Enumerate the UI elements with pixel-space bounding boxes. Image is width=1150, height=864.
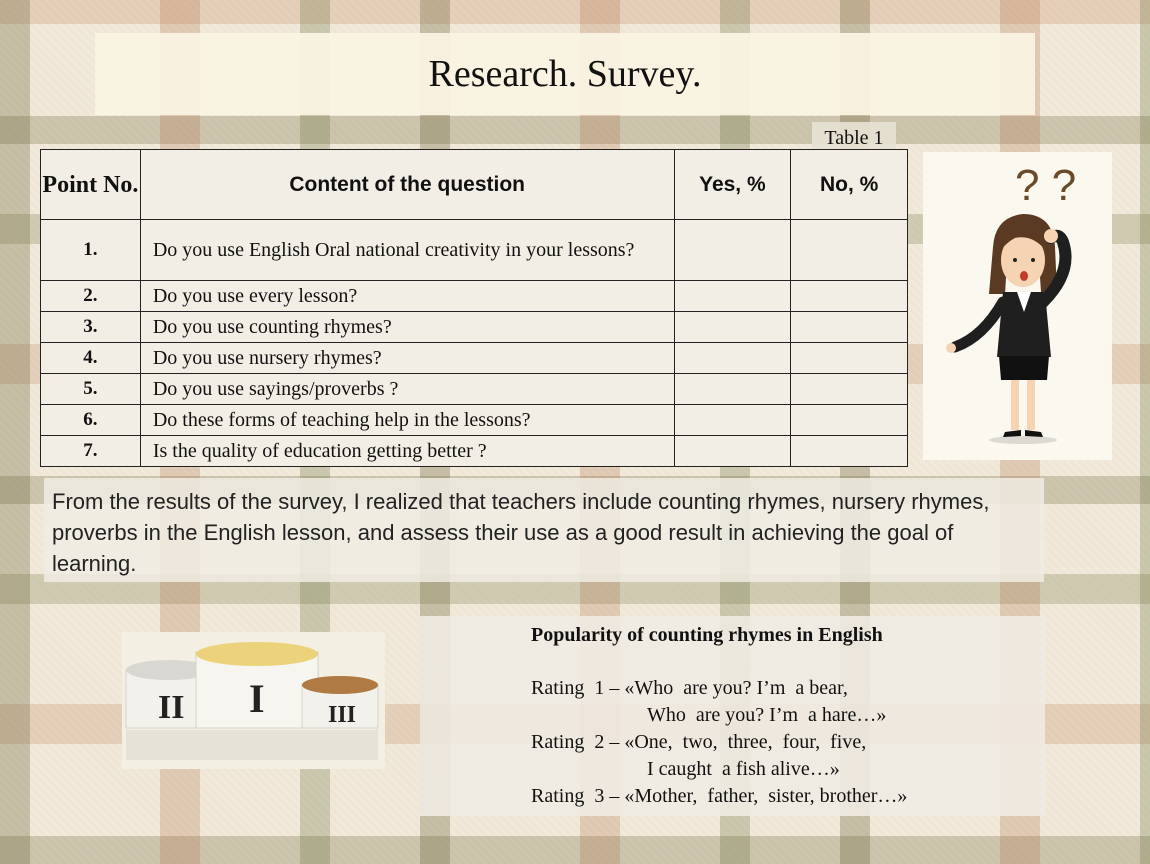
row-yes-cell (674, 281, 791, 312)
table-row (41, 312, 908, 343)
table-label: Table 1 (812, 122, 896, 154)
table-row (41, 436, 908, 467)
rating-2-line-1: Rating 2 – «One, two, three, four, five, (531, 731, 867, 753)
survey-summary: From the results of the survey, I realized that teachers include counting rhymes, nursery rhymes, proverbs in the English lesson, and assess their use as a good result in achieving the goal of learning. (44, 478, 1044, 582)
row-question: Do these forms of teaching help in the lessons? (140, 405, 674, 436)
row-question: Do you use every lesson? (140, 281, 674, 312)
confused-girl-illustration (923, 152, 1112, 460)
rating-1-line-2: Who are you? I’m a hare…» (647, 704, 887, 726)
rating-2-line-2: I caught a fish alive…» (647, 758, 840, 780)
podium-first-label: I (249, 676, 265, 721)
row-question: Do you use counting rhymes? (140, 312, 674, 343)
row-yes-cell (674, 220, 791, 281)
row-number: 6. (41, 405, 141, 436)
row-question: Do you use sayings/proverbs ? (140, 374, 674, 405)
podium-illustration (122, 632, 385, 769)
row-number: 3. (41, 312, 141, 343)
slide-title: Research. Survey. (428, 53, 702, 95)
header-yes: Yes, % (674, 150, 791, 220)
row-yes-cell (674, 405, 791, 436)
table-row (41, 405, 908, 436)
row-number: 5. (41, 374, 141, 405)
question-marks-icon: ? ? (1015, 161, 1077, 210)
row-no-cell (791, 220, 908, 281)
row-no-cell (791, 374, 908, 405)
row-no-cell (791, 436, 908, 467)
row-no-cell (791, 281, 908, 312)
row-number: 7. (41, 436, 141, 467)
podium-second-label: II (158, 689, 185, 726)
title-band (95, 33, 1035, 115)
row-yes-cell (674, 312, 791, 343)
rhymes-title: Popularity of counting rhymes in English (531, 624, 883, 646)
row-question: Do you use English Oral national creativity in your lessons? (140, 220, 674, 281)
table-row (41, 220, 908, 281)
table-row (41, 281, 908, 312)
row-yes-cell (674, 343, 791, 374)
row-no-cell (791, 312, 908, 343)
table-row (41, 343, 908, 374)
header-point-no: Point No. (41, 150, 141, 220)
row-question: Do you use nursery rhymes? (140, 343, 674, 374)
row-no-cell (791, 343, 908, 374)
podium-third-label: III (328, 702, 357, 728)
confused-girl-icon (923, 152, 1112, 460)
survey-table (40, 149, 908, 467)
row-question: Is the quality of education getting better ? (140, 436, 674, 467)
rhymes-panel (420, 616, 1045, 816)
header-no: No, % (791, 150, 908, 220)
podium-icon (122, 632, 385, 769)
row-no-cell (791, 405, 908, 436)
row-yes-cell (674, 436, 791, 467)
row-number: 4. (41, 343, 141, 374)
rating-1-line-1: Rating 1 – «Who are you? I’m a bear, (531, 677, 848, 699)
table-row (41, 374, 908, 405)
row-number: 1. (41, 220, 141, 281)
rating-3-line-1: Rating 3 – «Mother, father, sister, brother…» (531, 785, 908, 807)
table-header-row (41, 150, 908, 220)
row-yes-cell (674, 374, 791, 405)
header-question: Content of the question (140, 150, 674, 220)
row-number: 2. (41, 281, 141, 312)
